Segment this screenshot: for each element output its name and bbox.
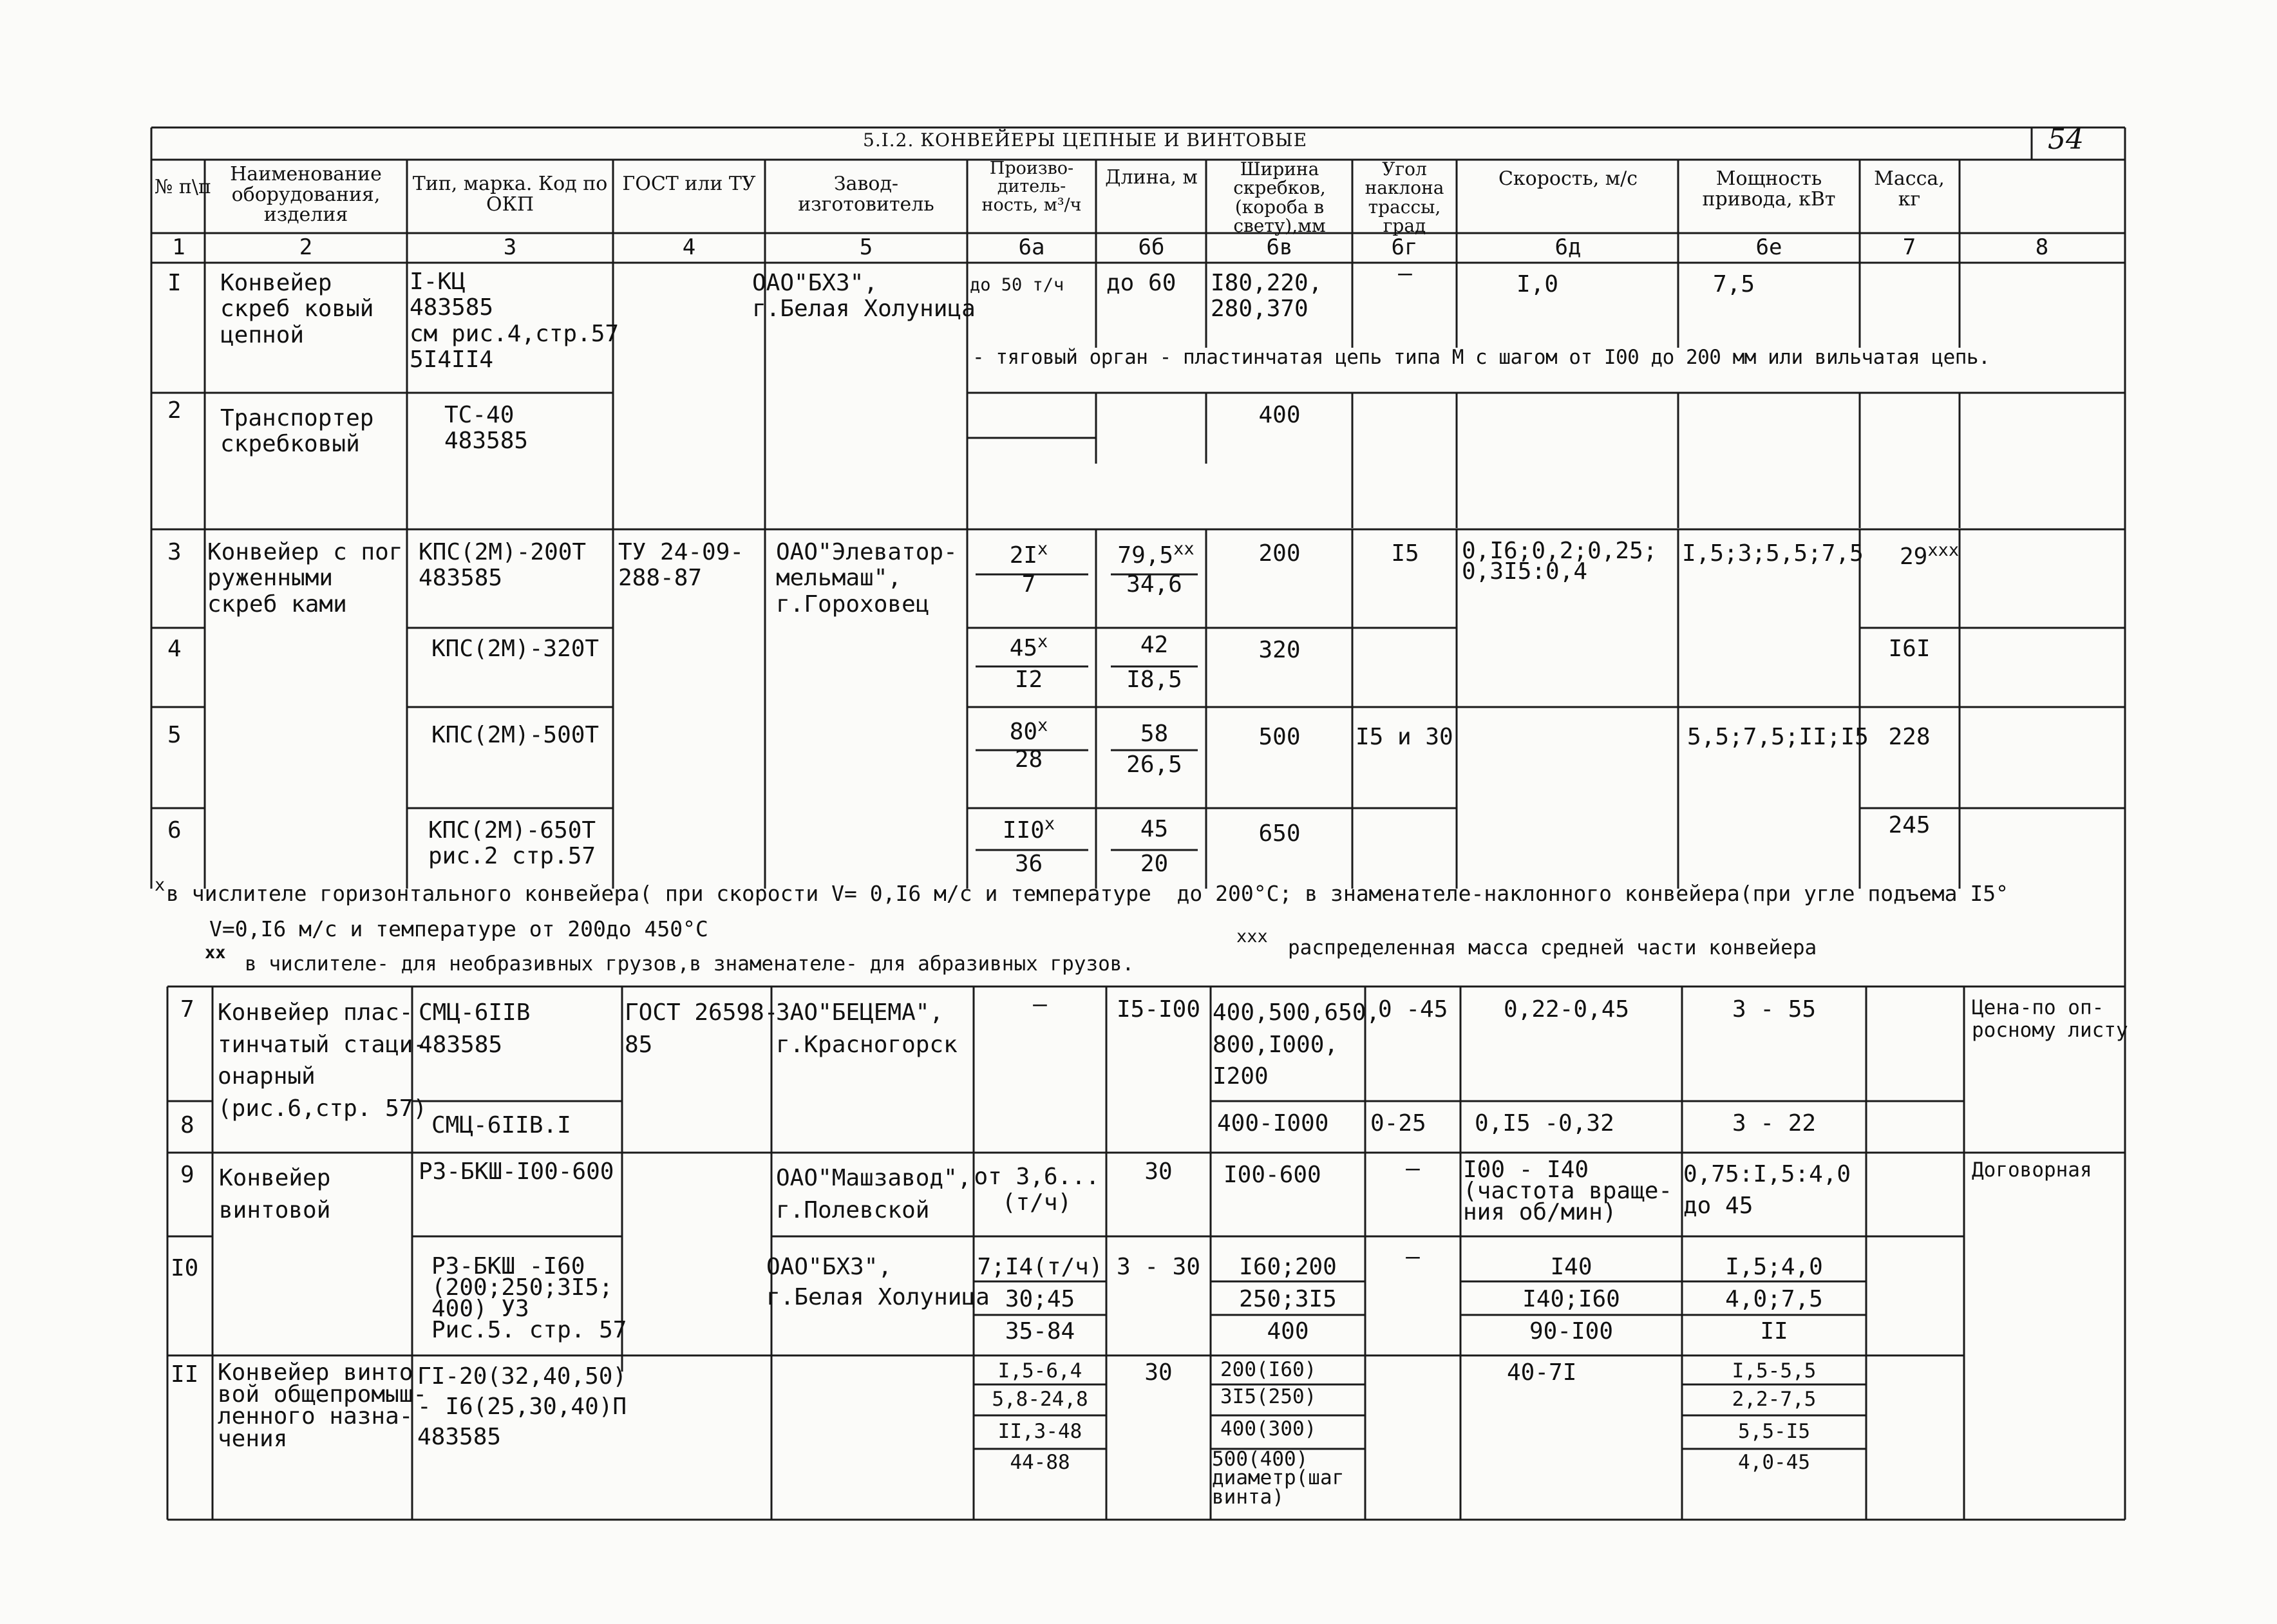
item-prod-2: 30;45 xyxy=(1005,1286,1075,1312)
item-width-1: I60;200 xyxy=(1239,1254,1337,1280)
col-num: 6а xyxy=(1018,234,1045,260)
item-length: I5-I00 xyxy=(1116,996,1201,1023)
prod-numerator: $80^х$ xyxy=(1009,715,1048,745)
col-num: 6в xyxy=(1266,234,1293,260)
col-header-type: Тип, марка. Код по ОКП xyxy=(412,173,608,216)
length-denominator: I8,5 xyxy=(1126,666,1182,693)
prod-denominator: I2 xyxy=(1014,666,1043,693)
item-width: I80,220, 280,370 xyxy=(1211,270,1323,323)
item-prod-2: 5,8-24,8 xyxy=(992,1388,1088,1411)
col-num: 6б xyxy=(1138,234,1165,260)
row-number: 2 xyxy=(167,397,182,424)
item-prod-1: 7;I4(т/ч) xyxy=(977,1254,1103,1280)
item-type: I-КЦ 483585 см рис.4,стр.57 5I4II4 xyxy=(410,269,619,373)
prod-denominator: 36 xyxy=(1014,851,1043,877)
col-header-power: Мощность привода, кВт xyxy=(1702,167,1836,211)
item-type: ТС-40 483585 xyxy=(444,402,529,455)
row-number: I xyxy=(167,270,182,296)
item-name: Конвейер скреб ковый цепной xyxy=(220,270,374,348)
col-num: 7 xyxy=(1902,234,1916,260)
item-speed: I00 - I40 (частота враще- ния об/мин) xyxy=(1463,1157,1673,1226)
col-header-speed: Скорость, м/с xyxy=(1498,167,1638,190)
length-denominator: 20 xyxy=(1140,851,1169,877)
item-width: 320 xyxy=(1258,637,1301,663)
item-width-4: 500(400) диаметр(шаг винта) xyxy=(1212,1448,1345,1509)
length-denominator: 34,6 xyxy=(1126,571,1182,598)
row-number: 8 xyxy=(180,1112,194,1138)
item-name: Транспортер скребковый xyxy=(220,405,374,458)
item-speed: I,0 xyxy=(1516,271,1559,297)
item-power: 0,75:I,5:4,0 до 45 xyxy=(1683,1161,1851,1219)
item-length: 30 xyxy=(1144,1359,1173,1386)
col-header-mass: Масса, кг xyxy=(1874,167,1945,211)
item-mass: $29^{ххх}$ xyxy=(1900,540,1960,570)
item-width-2: 250;3I5 xyxy=(1239,1286,1337,1312)
item-width-3: 400(300) xyxy=(1220,1417,1317,1440)
item-prod: от 3,6... (т/ч) xyxy=(974,1164,1100,1216)
item-speed-3: 90-I00 xyxy=(1529,1318,1614,1345)
col-num: 4 xyxy=(682,234,696,260)
length-numerator: 42 xyxy=(1140,632,1169,658)
item-width-3: 400 xyxy=(1267,1318,1309,1345)
item-mass: 245 xyxy=(1888,812,1931,838)
col-num: 8 xyxy=(2035,234,2049,260)
col-header-prod: Произво- дитель- ность, м³/ч xyxy=(981,158,1082,215)
row-number: 7 xyxy=(180,996,194,1023)
item-power-2: 2,2-7,5 xyxy=(1732,1388,1817,1411)
item-power-3: 5,5-I5 xyxy=(1738,1420,1810,1443)
row-number: 6 xyxy=(167,817,182,844)
item-prod: до 50 т/ч xyxy=(970,275,1064,295)
item-length: до 60 xyxy=(1106,270,1176,296)
col-header-length: Длина, м xyxy=(1105,166,1198,189)
item-length: 30 xyxy=(1144,1158,1173,1185)
item-price: Цена-по оп- росному листу xyxy=(1972,996,2128,1042)
item-power: 7,5 xyxy=(1713,271,1755,297)
col-num: 6г xyxy=(1391,234,1418,260)
length-numerator: 58 xyxy=(1140,721,1169,747)
item-power-4: 4,0-45 xyxy=(1738,1451,1810,1474)
prod-numerator: $II0^х$ xyxy=(1002,814,1055,844)
item-width: 400 xyxy=(1258,402,1301,428)
row-note: - тяговый орган - пластинчатая цепь типа М с шагом от I00 до 200 мм или вильчатая цепь. xyxy=(972,346,1990,369)
section-title: 5.I.2. КОНВЕЙЕРЫ ЦЕПНЫЕ И ВИНТОВЫЕ xyxy=(863,129,1308,151)
item-name: Конвейер винто вой общепромыш- ленного назна- чения xyxy=(218,1359,428,1452)
footnote-4: распределенная масса средней части конвейера xyxy=(1288,936,1817,959)
row-number: II xyxy=(171,1361,199,1388)
item-angle: I5 xyxy=(1391,540,1419,567)
item-power: 3 - 22 xyxy=(1732,1110,1817,1137)
col-num: 5 xyxy=(859,234,873,260)
item-gost: ГОСТ 26598- 85 xyxy=(625,999,779,1058)
item-width-1: 200(I60) xyxy=(1220,1358,1317,1381)
col-num: 6е xyxy=(1755,234,1782,260)
item-angle: 0-25 xyxy=(1370,1110,1426,1137)
item-width: 400,500,650, 800,I000, I200 xyxy=(1213,999,1381,1090)
item-power-3: II xyxy=(1760,1318,1788,1345)
prod-denominator: 28 xyxy=(1014,746,1043,773)
item-length: 3 - 30 xyxy=(1116,1254,1201,1280)
item-type: Р3-БКШ -I60 (200;250;3I5; 400) У3 Рис.5. стр. 57 xyxy=(431,1253,627,1344)
prod-numerator: $45^х$ xyxy=(1009,632,1048,661)
col-num: 6д xyxy=(1554,234,1582,260)
item-speed: 0,22-0,45 xyxy=(1504,996,1630,1023)
footnote-2: V=0,I6 м/с и температуре от 200до 450°С xyxy=(209,916,708,941)
col-num: 3 xyxy=(503,234,517,260)
item-angle: — xyxy=(1406,1243,1420,1270)
item-mass: 228 xyxy=(1888,724,1931,750)
item-name: Конвейер с пог руженными скреб ками xyxy=(207,539,403,618)
row-number: 9 xyxy=(180,1162,194,1188)
item-speed: 0,I6;0,2;0,25; 0,3I5:0,4 xyxy=(1462,538,1658,585)
item-type: КПС(2М)-500Т xyxy=(431,722,600,748)
col-header-width: Ширина скребков, (короба в свету),мм xyxy=(1233,158,1326,237)
col-num: 1 xyxy=(172,234,185,260)
col-header-name: Наименование оборудования, изделия xyxy=(230,163,382,226)
footnote-1: в числителе горизонтального конвейера( при скорости V= 0,I6 м/с и температуре до 200°С; в знаменателе-наклонного конвейера(при угле подъема I5° xyxy=(166,881,2008,906)
item-power-1: I,5-5,5 xyxy=(1732,1359,1817,1383)
item-name: Конвейер винтовой xyxy=(219,1165,331,1223)
item-type: КПС(2М)-320Т xyxy=(431,636,600,662)
item-factory: ЗАО"БЕЦЕМА", г.Красногорск xyxy=(776,999,958,1058)
item-power: 5,5;7,5;II;I5 xyxy=(1687,724,1869,750)
col-header-gost: ГОСТ или ТУ xyxy=(622,173,756,195)
item-width: 200 xyxy=(1258,540,1301,567)
length-denominator: 26,5 xyxy=(1126,751,1182,778)
col-num: 2 xyxy=(299,234,313,260)
item-mass: I6I xyxy=(1888,636,1931,662)
item-type: Р3-БКШ-I00-600 xyxy=(419,1158,614,1185)
item-width: 650 xyxy=(1258,820,1301,847)
footnote-mark: х xyxy=(155,875,165,895)
footnote-mark: ххх xyxy=(1236,927,1268,947)
item-factory: ОАО"Машзавод", г.Полевской xyxy=(776,1165,972,1223)
item-speed-2: I40;I60 xyxy=(1522,1286,1620,1312)
item-gost: ТУ 24-09- 288-87 xyxy=(618,539,744,592)
col-header-factory: Завод- изготовитель xyxy=(798,173,934,216)
item-type: КПС(2М)-650Т рис.2 стр.57 xyxy=(428,817,596,870)
item-prod-4: 44-88 xyxy=(1010,1451,1070,1474)
item-type: СМЦ-6IIВ 483585 xyxy=(419,999,531,1058)
item-prod-3: 35-84 xyxy=(1005,1318,1075,1345)
item-width: 500 xyxy=(1258,724,1301,750)
item-speed: 40-7I xyxy=(1507,1359,1577,1386)
col-header-angle: Угол наклона трассы, град xyxy=(1365,158,1444,237)
item-angle: I5 и 30 xyxy=(1356,724,1453,750)
item-type: СМЦ-6IIВ.I xyxy=(431,1112,571,1138)
length-numerator: 45 xyxy=(1140,816,1169,842)
prod-denominator: 7 xyxy=(1021,571,1036,598)
item-width: I00-600 xyxy=(1224,1162,1321,1188)
item-name: Конвейер плас- тинчатый стаци- онарный (рис.6,стр. 57) xyxy=(218,999,428,1122)
page-number: 54 xyxy=(2048,123,2084,156)
item-angle: 0 -45 xyxy=(1378,996,1448,1023)
length-numerator: $79,5^{хх}$ xyxy=(1117,539,1195,569)
item-angle: — xyxy=(1406,1155,1420,1182)
row-number: 5 xyxy=(167,722,182,748)
row-number: I0 xyxy=(171,1255,199,1281)
item-factory: ОАО"Элеватор- мельмаш", г.Гороховец xyxy=(776,539,958,618)
item-factory: ОАО"БХЗ", г.Белая Холуница xyxy=(752,270,976,323)
item-power-2: 4,0;7,5 xyxy=(1725,1286,1823,1312)
item-width-2: 3I5(250) xyxy=(1220,1385,1317,1408)
item-speed: 0,I5 -0,32 xyxy=(1475,1110,1614,1137)
item-price: Договорная xyxy=(1972,1158,2092,1182)
item-width: 400-I000 xyxy=(1217,1110,1329,1137)
item-prod-1: I,5-6,4 xyxy=(997,1359,1082,1383)
item-speed-1: I40 xyxy=(1550,1254,1592,1280)
col-header-num: № п\п xyxy=(155,176,212,198)
item-power: I,5;3;5,5;7,5 xyxy=(1682,540,1864,567)
item-power: 3 - 55 xyxy=(1732,996,1817,1023)
row-number: 4 xyxy=(167,636,182,662)
item-type: ГI-20(32,40,50) - I6(25,30,40)П 483585 xyxy=(417,1363,627,1450)
item-factory: ОАО"БХЗ", г.Белая Холуница xyxy=(766,1254,990,1310)
row-number: 3 xyxy=(167,539,182,565)
item-prod-3: II,3-48 xyxy=(997,1420,1082,1443)
prod-numerator: $2I^х$ xyxy=(1009,539,1048,569)
footnote-3: в числителе- для необразивных грузов,в знаменателе- для абразивных грузов. xyxy=(245,952,1135,976)
item-type: КПС(2М)-200Т 483585 xyxy=(419,539,587,592)
footnote-mark: хх xyxy=(205,943,226,963)
item-power-1: I,5;4,0 xyxy=(1725,1254,1823,1280)
item-angle: — xyxy=(1398,260,1412,287)
item-prod: — xyxy=(1033,991,1047,1017)
